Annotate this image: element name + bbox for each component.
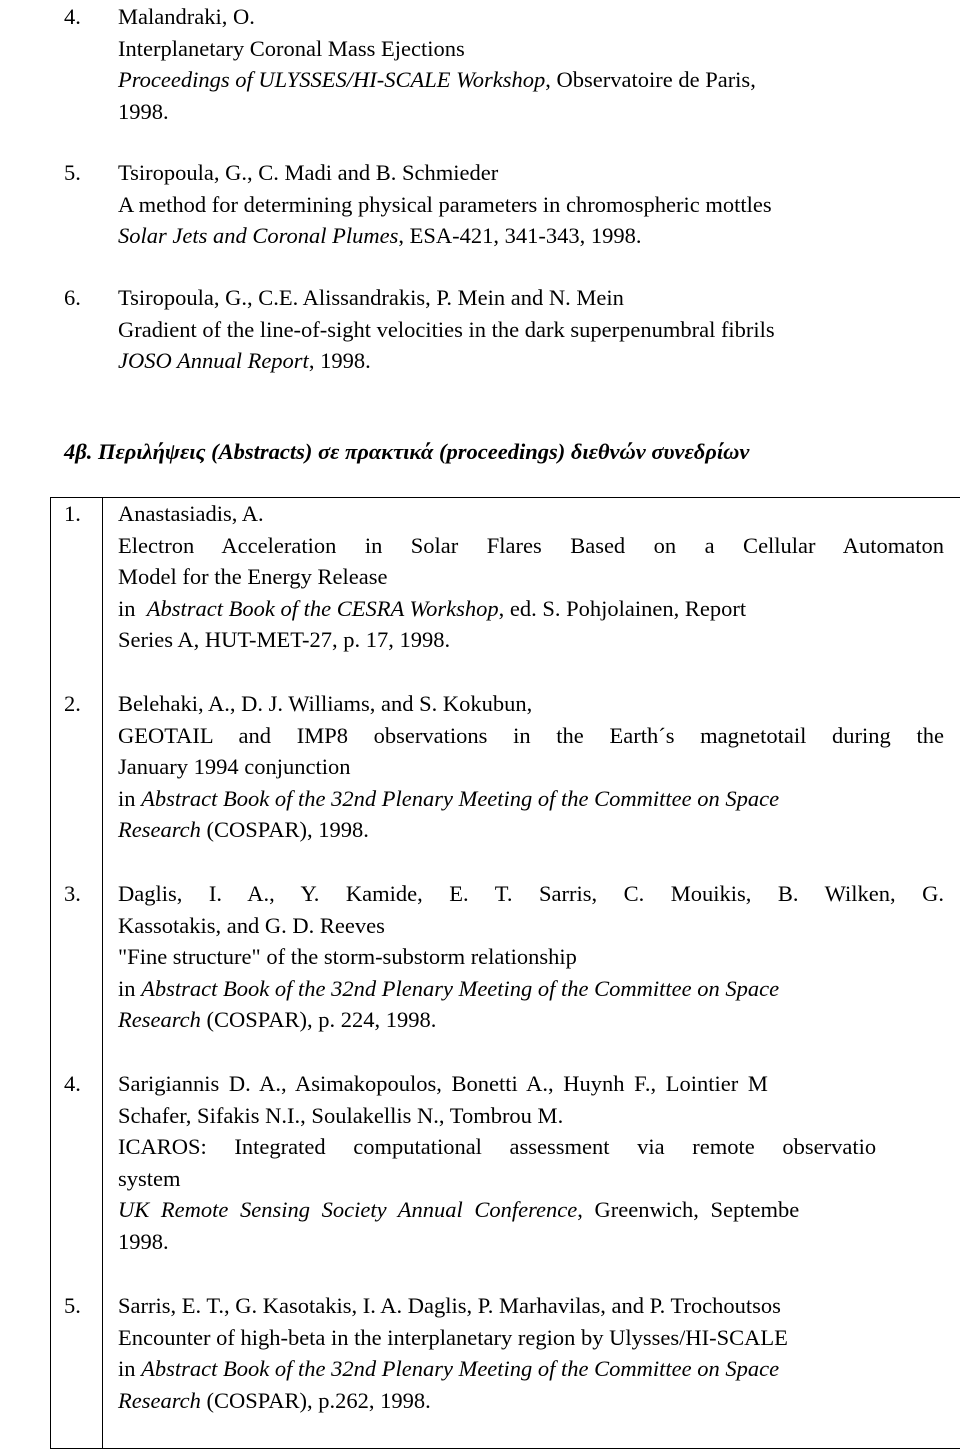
ref-venue-italic: Abstract Book of the CESRA Workshop xyxy=(146,595,499,621)
ref-number: 4. xyxy=(64,1071,81,1096)
ref-venue xyxy=(118,1353,944,1385)
ref-title-line: ICAROS: Integrated computational assessment via remote observatio xyxy=(118,1134,877,1159)
ref-title-line: system xyxy=(118,1165,181,1191)
ref-venue-rest: , 1998. xyxy=(308,348,371,373)
ref-authors: Malandraki, O. xyxy=(118,4,255,29)
ref-venue-line2: 1998. xyxy=(118,1228,169,1254)
ref-number: 1. xyxy=(64,501,81,526)
ref-authors: Tsiropoula, G., C. Madi and B. Schmieder xyxy=(118,160,499,185)
ref-venue-rest: , Greenwich, Septembe xyxy=(577,1197,800,1222)
ref-venue-line2 xyxy=(118,1385,944,1417)
ref-venue-rest: , Observatoire de Paris, xyxy=(545,67,756,92)
ref-venue-italic: UK Remote Sensing Society Annual Conference xyxy=(118,1197,578,1222)
ref-title-line: Encounter of high-beta in the interplanetary region by Ulysses/HI-SCALE xyxy=(118,1324,788,1350)
ref-venue-pre: in xyxy=(118,1356,142,1381)
ref-authors: Tsiropoula, G., C.E. Alissandrakis, P. Mein and N. Mein xyxy=(118,285,624,310)
ref-year: 1998. xyxy=(118,98,169,124)
ref-title-line: "Fine structure" of the storm-substorm relationship xyxy=(118,944,577,969)
ref-number: 6. xyxy=(64,285,81,310)
ref-title: Interplanetary Coronal Mass Ejections xyxy=(118,35,465,61)
ref-venue-rest: , ESA-421, 341-343, 1998. xyxy=(398,223,642,248)
ref-venue-italic: Abstract Book of the 32nd Plenary Meeting of the Committee on Space xyxy=(141,785,780,811)
ref-authors: Belehaki, A., D. J. Williams, and S. Kokubun, xyxy=(118,691,533,716)
ref-venue-italic: Abstract Book of the 32nd Plenary Meeting of the Committee on Space xyxy=(141,975,780,1001)
ref-title-line: GEOTAIL and IMP8 observations in the Earth´s magnetotail during the xyxy=(118,722,944,748)
ref-authors-line: Sarigiannis D. A., Asimakopoulos, Bonetti A., Huynh F., Lointier M xyxy=(118,1071,768,1096)
ref-venue-pre: in xyxy=(118,975,142,1001)
ref-venue-italic: Proceedings of ULYSSES/HI-SCALE Workshop xyxy=(118,67,546,92)
ref-venue-italic: Solar Jets and Coronal Plumes xyxy=(118,223,399,248)
ref-venue xyxy=(118,783,944,815)
ref-venue-line2-rest: (COSPAR), 1998. xyxy=(200,817,369,842)
ref-authors-line: Kassotakis, and G. D. Reeves xyxy=(118,912,385,938)
ref-venue-line2 xyxy=(118,814,944,846)
ref-title: A method for determining physical parameters in chromospheric mottles xyxy=(118,191,772,217)
ref-number: 4. xyxy=(64,4,81,29)
ref-venue xyxy=(118,973,944,1005)
ref-venue-pre: in xyxy=(118,785,142,811)
ref-venue-italic: Abstract Book of the 32nd Plenary Meeting of the Committee on Space xyxy=(141,1356,780,1381)
ref-venue-line2: Series A, HUT-MET-27, p. 17, 1998. xyxy=(118,627,451,652)
ref-venue xyxy=(118,64,944,96)
ref-title-line: Model for the Energy Release xyxy=(118,564,388,589)
ref-number: 2. xyxy=(64,691,81,716)
ref-venue-line2-rest: (COSPAR), p. 224, 1998. xyxy=(200,1007,437,1032)
ref-venue-italic: JOSO Annual Report xyxy=(118,348,309,373)
ref-number: 3. xyxy=(64,881,81,906)
ref-venue xyxy=(118,1194,954,1226)
ref-title: Gradient of the line-of-sight velocities in the dark superpenumbral fibrils xyxy=(118,316,775,342)
ref-venue-line2-italic: Research xyxy=(118,1387,201,1413)
ref-venue-pre: in xyxy=(118,595,147,621)
table-column-divider xyxy=(102,497,103,1449)
ref-authors-line: Daglis, I. A., Y. Kamide, E. T. Sarris, C. Mouikis, B. Wilken, G. xyxy=(118,881,944,906)
ref-venue-post: , ed. S. Pohjolainen, Report xyxy=(498,595,747,621)
ref-venue-line2-italic: Research xyxy=(118,817,201,842)
ref-number: 5. xyxy=(64,160,81,185)
ref-authors: Anastasiadis, A. xyxy=(118,501,264,526)
ref-venue xyxy=(118,593,944,625)
section-heading: 4β. Περιλήψεις (Abstracts) σε πρακτικά (proceedings) διεθνών συνεδρίων xyxy=(64,439,750,464)
ref-title-line: January 1994 conjunction xyxy=(118,754,351,779)
ref-authors: Sarris, E. T., G. Kasotakis, I. A. Daglis, P. Marhavilas, and P. Trochoutsos xyxy=(118,1293,781,1318)
ref-venue-line2 xyxy=(118,1004,944,1036)
ref-number: 5. xyxy=(64,1293,81,1318)
ref-venue-line2-italic: Research xyxy=(118,1007,201,1032)
ref-venue-line2-rest: (COSPAR), p.262, 1998. xyxy=(200,1387,431,1413)
ref-authors-line: Schafer, Sifakis N.I., Soulakellis N., Tombrou M. xyxy=(118,1102,564,1128)
ref-title-line: Electron Acceleration in Solar Flares Based on a Cellular Automaton xyxy=(118,532,944,558)
ref-venue xyxy=(118,345,944,377)
ref-venue xyxy=(118,220,944,252)
